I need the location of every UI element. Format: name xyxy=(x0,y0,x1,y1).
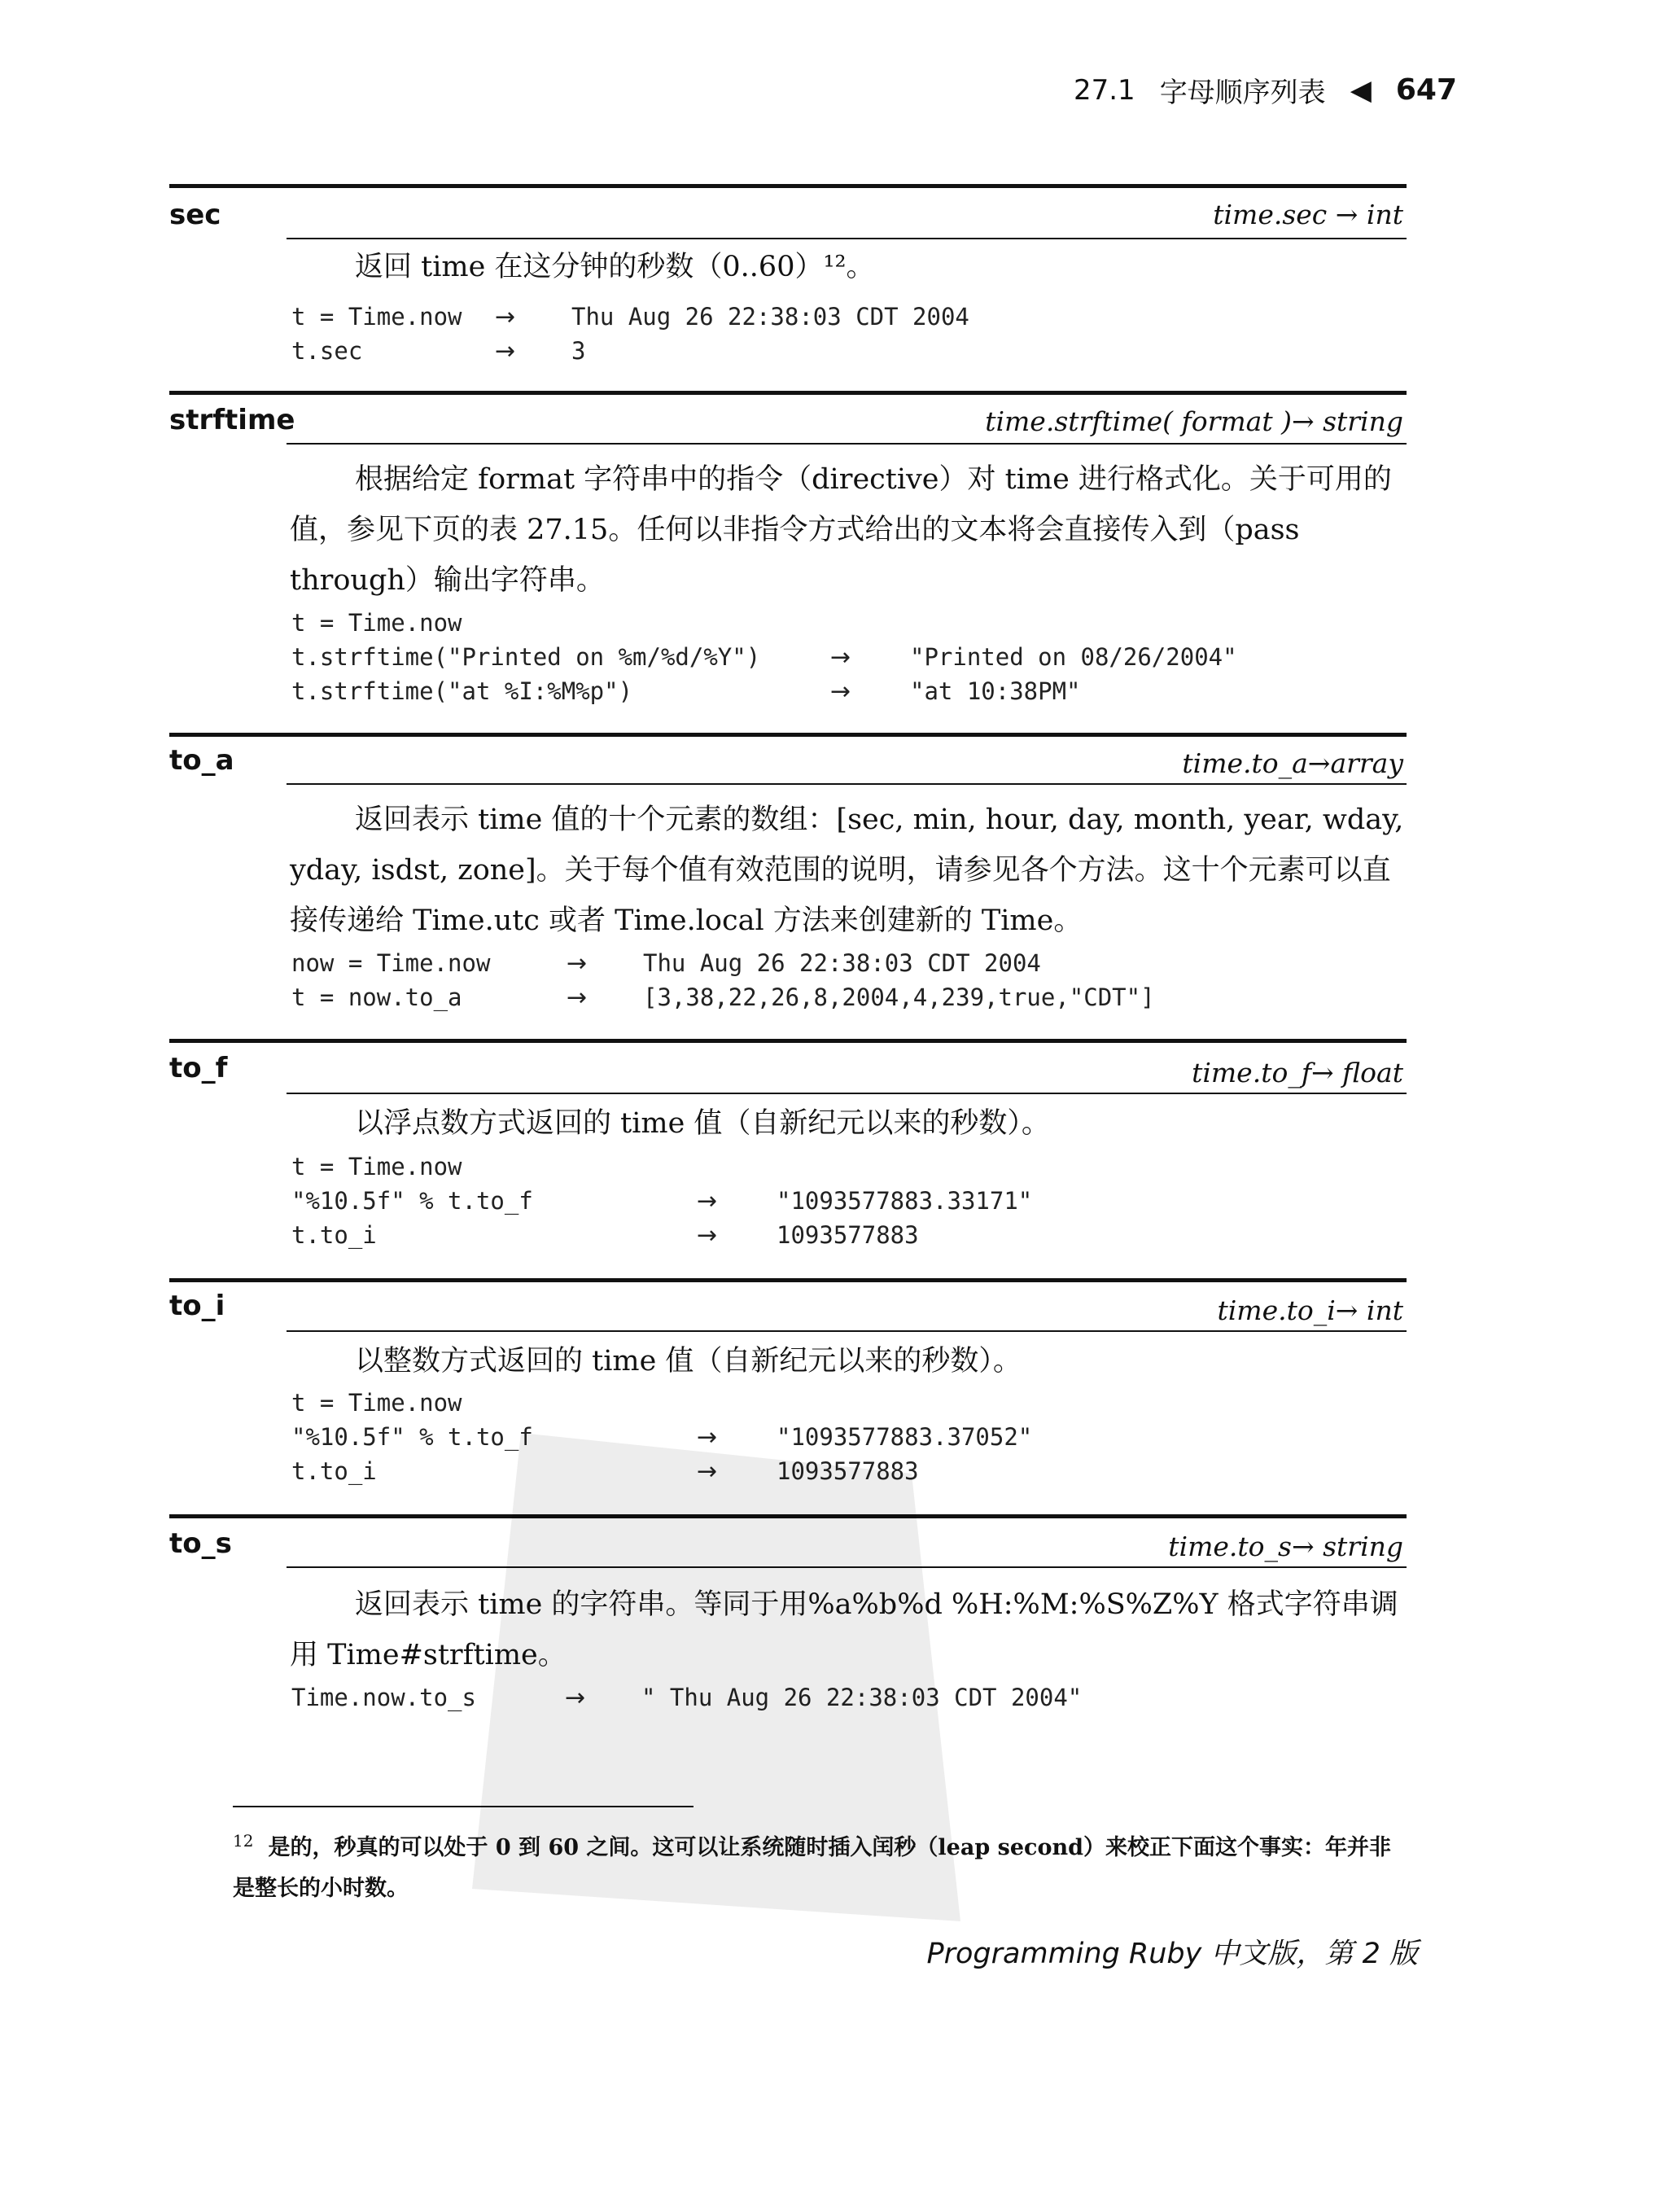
page-number: 647 xyxy=(1395,73,1457,107)
method-signature: time.to_a→array xyxy=(1182,747,1403,779)
code-expression: "%10.5f" % t.to_f xyxy=(291,1187,533,1215)
code-line xyxy=(291,337,586,371)
arrow-icon: → xyxy=(697,1221,718,1250)
code-example xyxy=(291,303,969,371)
method-name: to_a xyxy=(169,744,234,777)
code-expression: t.to_i xyxy=(291,1221,377,1249)
method-name: sec xyxy=(169,199,221,231)
method-name: to_s xyxy=(169,1527,232,1560)
code-example xyxy=(291,1684,1083,1718)
entry-divider xyxy=(169,733,1407,737)
signature-underline xyxy=(287,1330,1407,1332)
entry-divider xyxy=(169,391,1407,395)
code-result: " Thu Aug 26 22:38:03 CDT 2004" xyxy=(641,1684,1083,1711)
footnote xyxy=(233,1820,1410,1909)
code-result: "1093577883.33171" xyxy=(777,1187,1033,1215)
method-description: 以整数方式返回的 time 值（自新纪元以来的秒数）。 xyxy=(355,1345,1022,1378)
method-signature: time.to_s→ string xyxy=(1168,1531,1403,1562)
code-result: Thu Aug 26 22:38:03 CDT 2004 xyxy=(643,949,1041,977)
code-line xyxy=(291,643,1237,677)
code-result: 3 xyxy=(571,337,586,365)
code-line xyxy=(291,1187,1033,1221)
code-expression: t = Time.now xyxy=(291,303,462,331)
book-title-footer: Programming Ruby 中文版，第 2 版 xyxy=(926,1938,1418,1970)
method-signature: time.to_i→ int xyxy=(1217,1294,1403,1326)
code-example xyxy=(291,1389,1033,1491)
code-line xyxy=(291,1389,462,1423)
code-result: "Printed on 08/26/2004" xyxy=(910,643,1237,671)
signature-underline xyxy=(287,1093,1407,1094)
arrow-icon: → xyxy=(565,1684,586,1712)
method-signature: time.to_f→ float xyxy=(1192,1057,1403,1088)
code-expression: t = Time.now xyxy=(291,1389,462,1417)
code-expression: t = Time.now xyxy=(291,609,462,637)
footnote-divider xyxy=(233,1806,693,1807)
entry-divider xyxy=(169,1278,1407,1282)
code-result: 1093577883 xyxy=(777,1221,919,1249)
code-result: Thu Aug 26 22:38:03 CDT 2004 xyxy=(571,303,969,331)
code-line xyxy=(291,609,462,643)
code-expression: t.to_i xyxy=(291,1457,377,1485)
section-number: 27.1 xyxy=(1073,73,1135,107)
code-expression: t = Time.now xyxy=(291,1153,462,1180)
footnote-mark: 12 xyxy=(233,1831,254,1851)
code-expression: "%10.5f" % t.to_f xyxy=(291,1423,533,1451)
section-title: 字母顺序列表 xyxy=(1159,77,1326,109)
code-line xyxy=(291,1684,1083,1718)
signature-underline xyxy=(287,783,1407,785)
footnote-text: 是的，秒真的可以处于 0 到 60 之间。这可以让系统随时插入闰秒（leap second）来校正下面这个事实：年并非是整长的小时数。 xyxy=(233,1835,1391,1901)
arrow-icon: → xyxy=(697,1457,718,1486)
method-signature: time.sec → int xyxy=(1213,199,1403,230)
method-description: 以浮点数方式返回的 time 值（自新纪元以来的秒数）。 xyxy=(355,1107,1050,1140)
signature-underline xyxy=(287,238,1407,239)
arrow-icon: → xyxy=(567,949,588,978)
code-line xyxy=(291,949,1041,983)
arrow-icon: → xyxy=(697,1187,718,1216)
code-result: "at 10:38PM" xyxy=(910,677,1081,705)
method-name: to_i xyxy=(169,1290,225,1322)
code-expression: t.strftime("Printed on %m/%d/%Y") xyxy=(291,643,761,671)
code-example xyxy=(291,1153,1033,1255)
arrow-icon: → xyxy=(495,337,516,366)
code-expression: t = now.to_a xyxy=(291,983,462,1011)
signature-underline xyxy=(287,443,1407,445)
code-line xyxy=(291,1153,462,1187)
method-description: 返回表示 time 值的十个元素的数组：[sec, min, hour, day, month, year, wday, yday, isdst, zone]。关于每个值有效范围的说明，请参见各个方法。这十个元素可以直接传递给 Time.utc 或者 Time.local 方法来创建新的 Time。 xyxy=(290,804,1404,937)
code-expression: now = Time.now xyxy=(291,949,491,977)
code-expression: Time.now.to_s xyxy=(291,1684,476,1711)
running-header xyxy=(1074,70,1457,110)
arrow-icon: → xyxy=(830,677,851,706)
method-description: 返回 time 在这分钟的秒数（0..60）¹²。 xyxy=(355,251,875,283)
entry-divider xyxy=(169,1039,1407,1043)
method-description: 根据给定 format 字符串中的指令（directive）对 time 进行格式化。关于可用的值，参见下页的表 27.15。任何以非指令方式给出的文本将会直接传入到（pass through）输出字符串。 xyxy=(290,463,1392,597)
code-result: "1093577883.37052" xyxy=(777,1423,1033,1451)
arrow-icon: → xyxy=(567,983,588,1012)
code-line xyxy=(291,303,969,337)
arrow-icon: → xyxy=(697,1423,718,1452)
code-expression: t.strftime("at %I:%M%p") xyxy=(291,677,633,705)
code-line xyxy=(291,983,1155,1018)
code-example xyxy=(291,949,1155,1018)
code-result: 1093577883 xyxy=(777,1457,919,1485)
method-signature: time.strftime( format )→ string xyxy=(985,405,1403,437)
code-result: [3,38,22,26,8,2004,4,239,true,"CDT"] xyxy=(643,983,1155,1011)
code-example xyxy=(291,609,1237,712)
code-expression: t.sec xyxy=(291,337,363,365)
code-line xyxy=(291,1221,919,1255)
arrow-icon: → xyxy=(830,643,851,672)
arrow-icon: → xyxy=(495,303,516,331)
method-description: 返回表示 time 的字符串。等同于用%a%b%d %H:%M:%S%Z%Y 格式字符串调用 Time#strftime。 xyxy=(290,1588,1398,1671)
code-line xyxy=(291,677,1081,712)
left-triangle-icon: ◀ xyxy=(1350,73,1372,107)
code-line xyxy=(291,1423,1033,1457)
method-name: to_f xyxy=(169,1052,228,1084)
code-line xyxy=(291,1457,919,1491)
method-name: strftime xyxy=(169,404,295,436)
entry-divider xyxy=(169,184,1407,188)
